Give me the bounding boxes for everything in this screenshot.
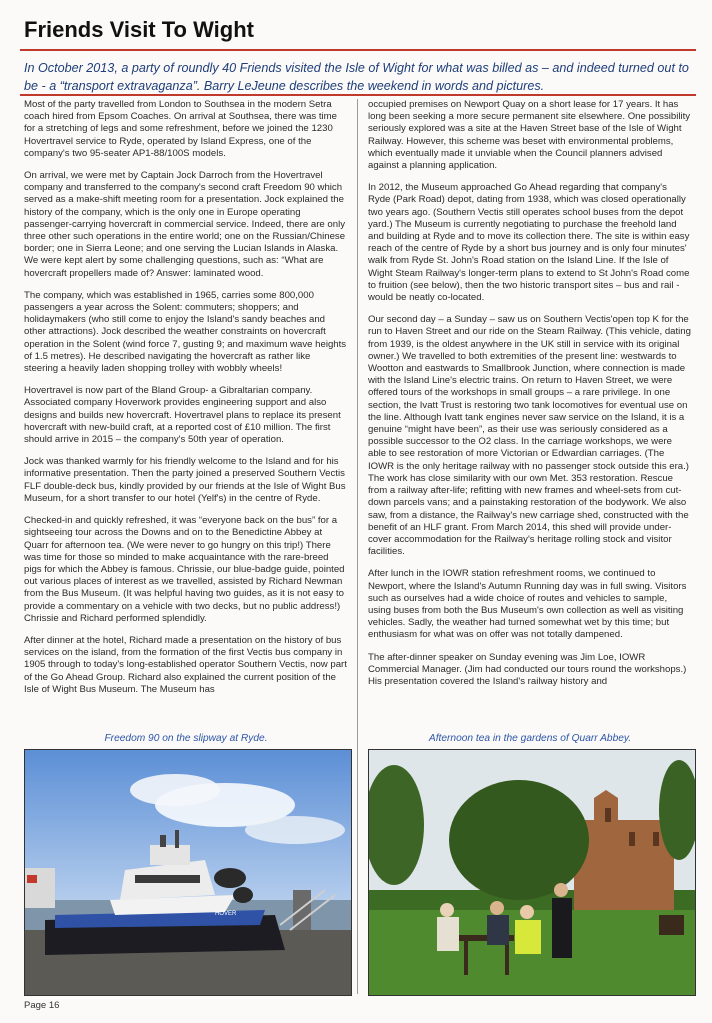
paragraph: The company, which was established in 1965, carries some 800,000 passengers a year across the Solent: commuters; shoppers; and holidaymakers (who still come to enjoy the Island's sandy beaches and other attractions). Jock described the weather constraints on hovercraft operation in the Solent (wind force 7, gusting 9; and maximum wave heights of 1.5 metres). He described navigating the hovercraft as rather like steering a heavily laden shopping trolley with wobbly wheels!: [24, 289, 347, 375]
paragraph: After dinner at the hotel, Richard made a presentation on the history of bus services on the island, from the formation of the first Vectis bus company in 1905 through to today's long-established operator Southern Vectis, now part of the Go Ahead Group. Richard also explained the current position of the Isle of Wight Bus Museum. The Museum has: [24, 634, 347, 695]
abbey-garden-illustration: [369, 750, 695, 995]
paragraph: occupied premises on Newport Quay on a short lease for 17 years. It has long been seeking a more secure permanent site elsewhere. One possibility seriously explored was a site at the Haven Street base of the Isle of Wight Railway. However, this scheme was beset with environmental problems, which eventually made it unviable when the Council planners advised against a planning application.: [368, 99, 691, 172]
paragraph: On arrival, we were met by Captain Jock Darroch from the Hovertravel company and transferred to the company's second craft Freedom 90 which served as a make-shift meeting room for a presentation. Jock explained the history of the company, which is the only one in Europe operating passenger-carrying hovercraft in commercial service. Indeed, there are only three other such operations in the entire world; one on the Russian/Chinese border; one in Sierra Leone; and one serving the Lucian Islands in Alaska. We were kept alert by some challenging questions, such as: “What are hovercraft propellers made of? Answer: laminated wood.: [24, 170, 346, 279]
paragraph: Checked-in and quickly refreshed, it was “everyone back on the bus” for a sightseeing tour across the Downs and on to the Benedictine Abbey at Quarr for afternoon tea. (We were never to go hungry on this trip!) There was time for those so minded to make acquaintance with the rare-breed pigs for which the Abbey is famous. Chrissie, our blue-badge guide, pointed out various places of interest as we travelled, assisted by Richard Newman from the Bus Museum. (It was helpful having two guides, as it is not easy to provide a commentary on a vehicle with two decks, but no public address!) Chrissie and Richard performed splendidly.: [24, 515, 345, 624]
right-column: [368, 99, 691, 698]
article-title: Friends Visit To Wight: [24, 17, 254, 42]
paragraph: After lunch in the IOWR station refreshment rooms, we continued to Newport, where the Island's Autumn Running day was in full swing. Visitors such as ourselves had a wide choice of routes and vehicles to sample, using buses from both the Bus Museum's own collection as well as visiting vehicles. Sadly, the weather had turned somewhat wet by this time; but enthusiasm for what was on offer was not totally dampened.: [368, 568, 687, 641]
paragraph: In 2012, the Museum approached Go Ahead regarding that company's Ryde (Park Road) depot, dating from 1938, which was closed operationally two years ago. (Southern Vectis still operates school buses from the depot yard.) The Museum is currently negotiating to purchase the freehold land and building at Ryde and to move its collection there. The site is within easy reach of the centre of Ryde by a short bus journey and is only four minutes' walk from Ryde St. John's Road station on the Island Line. If the Isle of Wight Steam Railway's longer-term plans to extend to St John's Road come to fruition (see below), then the two historic transport sites – bus and rail - would be neatly co-located.: [368, 182, 690, 304]
title-rule-top: [20, 49, 696, 51]
left-column: [24, 99, 347, 706]
caption-hovercraft: Freedom 90 on the slipway at Ryde.: [104, 733, 268, 744]
article-intro: In October 2013, a party of roundly 40 Friends visited the Isle of Wight for what was billed as – and indeed turned out to be - a “transport extravaganza”. Barry LeJeune describes the weekend in words and pictures.: [24, 61, 689, 93]
photo-hovercraft: [24, 749, 352, 996]
caption-abbey: Afternoon tea in the gardens of Quarr Abbey.: [428, 733, 632, 744]
paragraph: Hovertravel is now part of the Bland Group- a Gibraltarian company. Associated company Hoverwork provides engineering support and also designs and builds new hovercraft. Hovertravel plans to replace its present hovercraft with new-build craft, at a reported cost of £10 million. The first should arrive in 2015 – the company's 50th year of operation.: [24, 385, 341, 446]
paragraph: Jock was thanked warmly for his friendly welcome to the Island and for his informative presentation. Then the party joined a preserved Southern Vectis FLF double-deck bus, kindly provided by our friends at the Isle of Wight Bus Museum, for a short transfer to our hotel (Yelf's) in the centre of Ryde.: [24, 456, 346, 504]
photo-abbey-tea: [368, 749, 696, 996]
paragraph: Our second day – a Sunday – saw us on Southern Vectis'open top K for the run to Haven Street and our ride on the Steam Railway. (This vehicle, dating from 1939, is the oldest anywhere in the UK still in service with its original owner.) We travelled to both extremities of the present line: westwards to Wootton and eastwards to Smallbrook Junction, where connection is made with the Island Line's electric trains. On return to Haven Street, we were offered tours of the workshops in small groups – a rare privilege. In one section, the Ivatt Trust is restoring two tank locomotives for eventual use on the line. Although Ivatt tank engines never saw service on the Island, it is a genuine “might have been”, as their use was seriously considered as a possible successor to the O2 class. In the carriage workshops, we were able to see restoration of more Victorian or Edwardian carriages. (The IOWR is the only heritage railway with no passenger stock outside this era.) The work has close similarity with our own Met. 353 restoration. Rescue from a railway after-life; refitting with new frames and wheel-sets from cut-down parcels vans; and a painstaking restoration of the bodywork. We also saw, from a distance, the Railway's new carriage shed, constructed with the benefit of an HLF grant. From March 2014, this shed will provide under-cover accommodation for the Railway's heritage rolling stock and visitor facilities.: [368, 314, 691, 558]
hovercraft-lettering: HOVER: [215, 911, 237, 917]
column-divider: [357, 99, 358, 994]
page-number: Page 16: [24, 1000, 60, 1011]
hovercraft-illustration: [25, 750, 351, 995]
paragraph: The after-dinner speaker on Sunday evening was Jim Loe, IOWR Commercial Manager. (Jim had conducted our tours round the workshops.) His presentation covered the Island's railway history and: [368, 651, 687, 687]
paragraph: Most of the party travelled from London to Southsea in the modern Setra coach hired from Epsom Coaches. On arrival at Southsea, there was time for a stretching of legs and some refreshment, before we joined the 1230 Hovertravel service to Ryde, operated by Island Express, one of the company's two 95-seater AP1-88/100S models.: [24, 99, 338, 159]
title-rule-bottom: [20, 94, 696, 96]
